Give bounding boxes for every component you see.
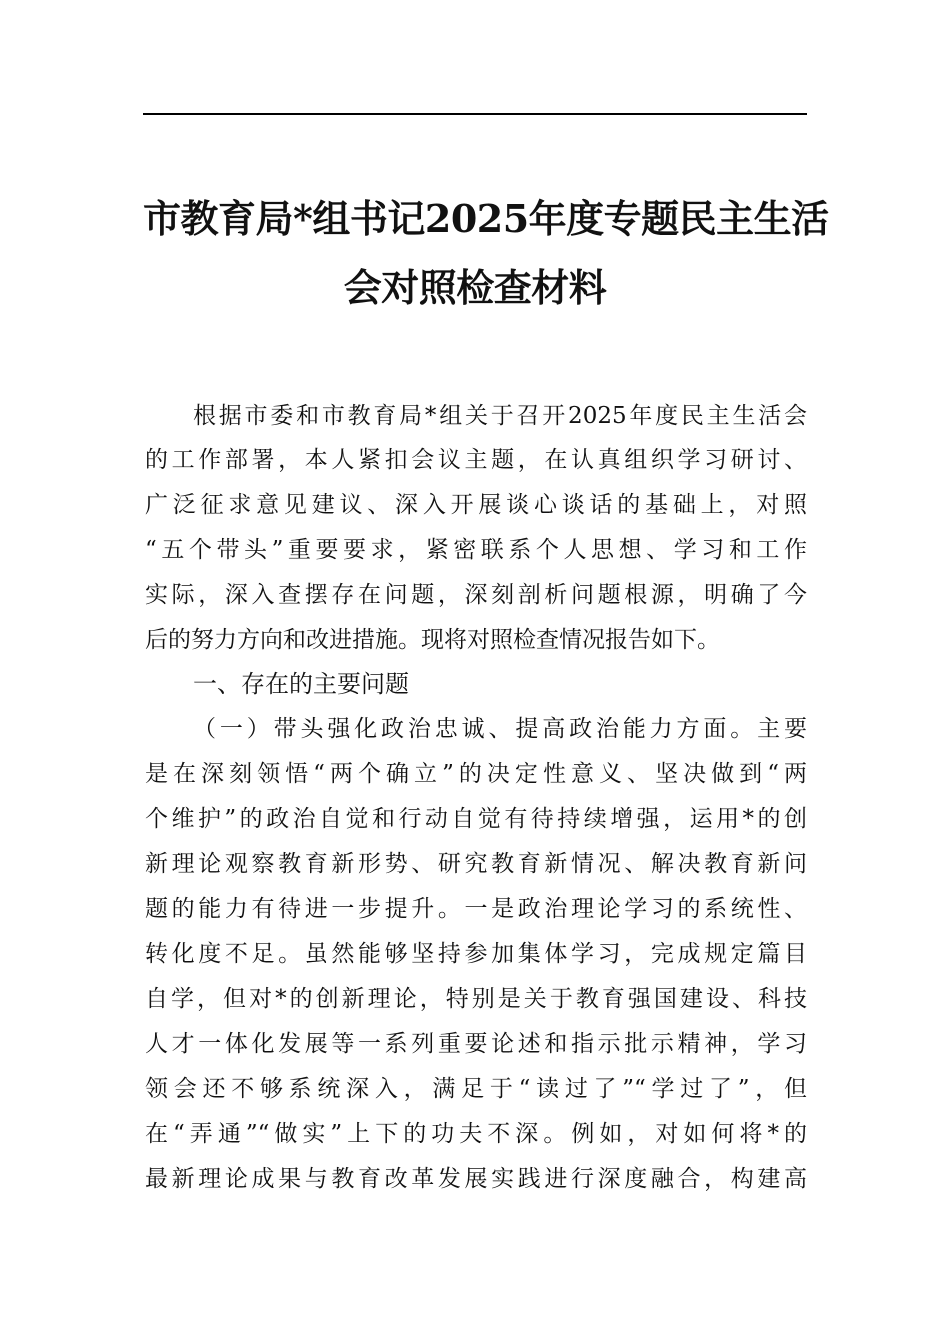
section-heading: 一、存在的主要问题 [193,670,409,698]
body-line: 个维护”的政治自觉和行动自觉有待持续增强，运用*的创 [145,806,807,832]
body-line: （一）带头强化政治忠诚、提高政治能力方面。主要 [193,716,807,742]
body-line: 转化度不足。虽然能够坚持参加集体学习，完成规定篇目 [145,941,807,967]
body-line: 是在深刻领悟“两个确立”的决定性意义、坚决做到“两 [145,761,807,787]
body-line: 题的能力有待进一步提升。一是政治理论学习的系统性、 [145,896,807,922]
intro-line: 的工作部署，本人紧扣会议主题，在认真组织学习研讨、 [145,447,807,473]
intro-line: 广泛征求意见建议、深入开展谈心谈话的基础上，对照 [145,492,807,518]
body-line: 人才一体化发展等一系列重要论述和指示批示精神，学习 [145,1031,807,1057]
body-line: 最新理论成果与教育改革发展实践进行深度融合，构建高 [145,1166,807,1192]
body-line: 在“弄通”“做实”上下的功夫不深。例如，对如何将*的 [145,1121,807,1147]
document-title-line-2: 会对照检查材料 [343,265,607,310]
intro-line: 后的努力方向和改进措施。现将对照检查情况报告如下。 [145,627,720,653]
body-line: 自学，但对*的创新理论，特别是关于教育强国建设、科技 [145,986,807,1012]
intro-line: 实际，深入查摆存在问题，深刻剖析问题根源，明确了今 [145,582,807,608]
body-line: 新理论观察教育新形势、研究教育新情况、解决教育新问 [145,851,807,877]
header-rule [143,113,807,115]
body-line: 领会还不够系统深入，满足于“读过了”“学过了”，但 [145,1076,807,1102]
document-title-line-1: 市教育局*组书记2025年度专题民主生活 [143,196,829,241]
intro-line: “五个带头”重要要求，紧密联系个人思想、学习和工作 [145,537,807,563]
intro-line: 根据市委和市教育局*组关于召开2025年度民主生活会 [193,403,807,429]
